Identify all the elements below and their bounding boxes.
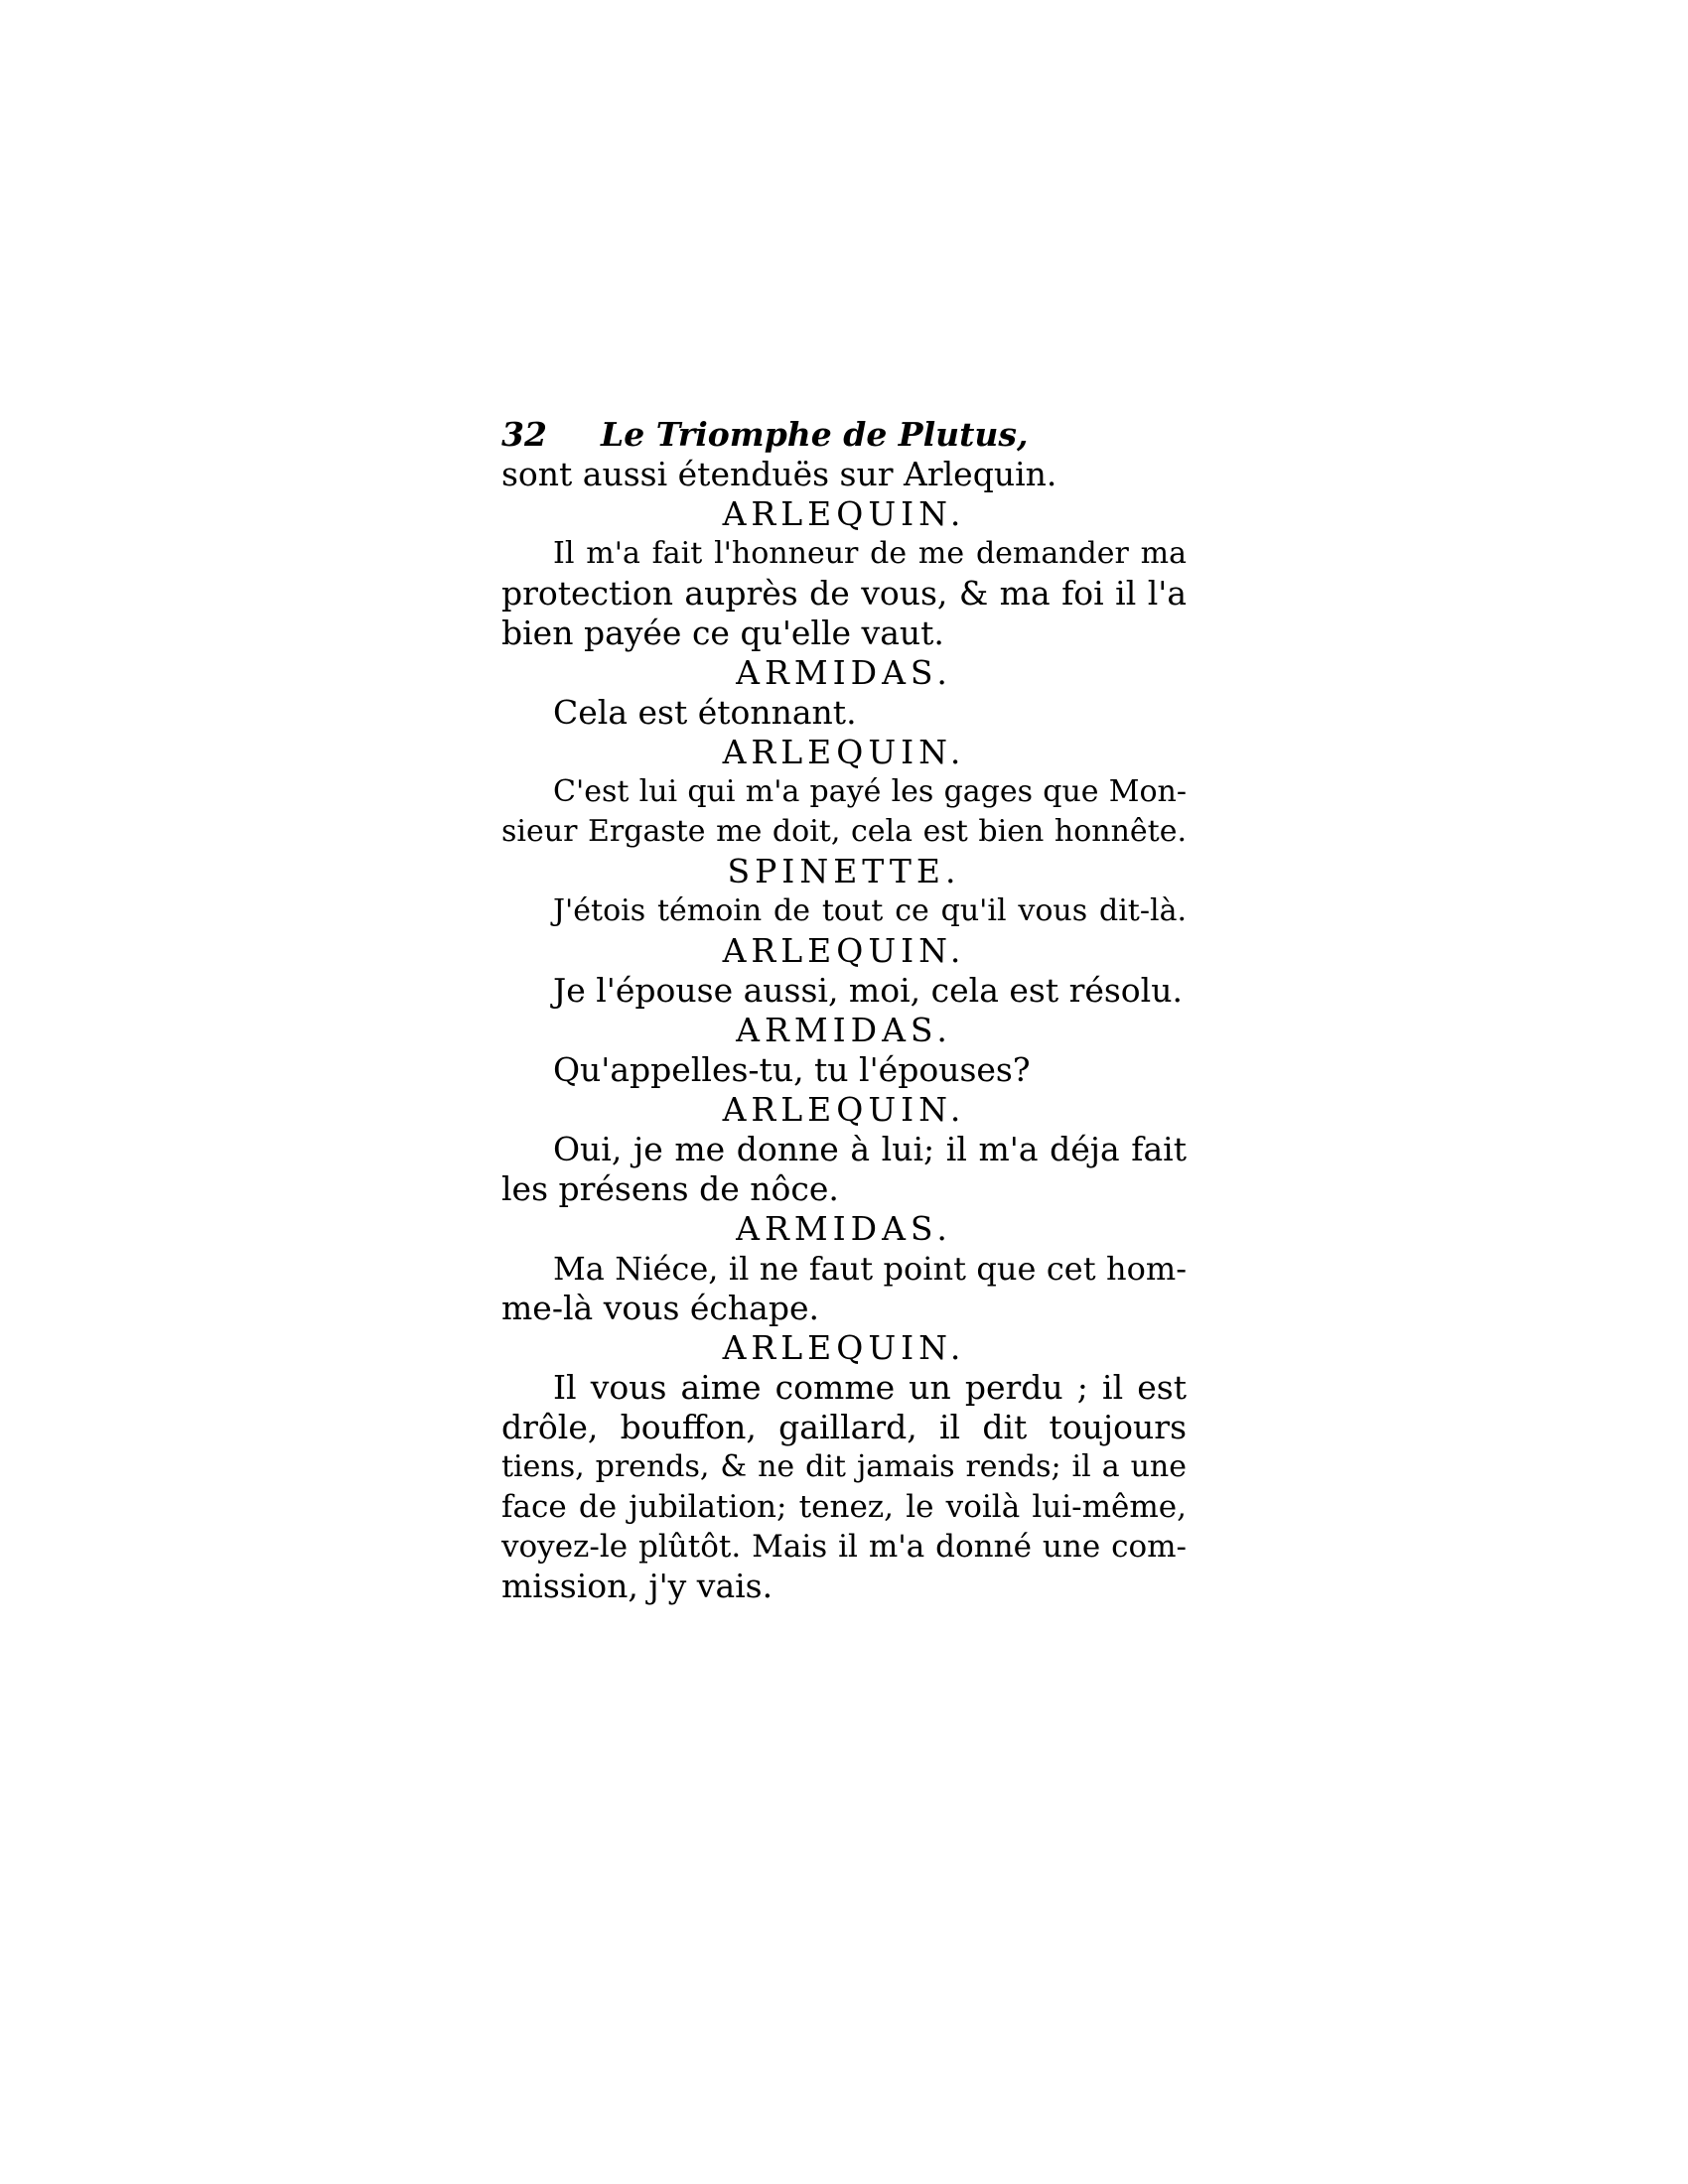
text-line: Il m'a fait l'honneur de me demander ma (553, 536, 1187, 571)
text-line: Il vous aime comme un perdu ; il est (553, 1368, 1187, 1407)
text-line: les présens de nôce. (501, 1169, 839, 1208)
text-line: mission, j'y vais. (501, 1567, 774, 1605)
text-line: voyez-le plûtôt. Mais il m'a donné une com- (501, 1529, 1187, 1565)
page-text-block (501, 415, 1187, 1606)
text-line: sieur Ergaste me doit, cela est bien honnête. (501, 814, 1187, 849)
speaker-name: ARMIDAS. (736, 1011, 952, 1049)
text-line: face de jubilation; tenez, le voilà lui-même, (501, 1489, 1187, 1525)
speaker-name: ARMIDAS. (736, 653, 952, 692)
text-line: protection auprès de vous, & ma foi il l'a (501, 574, 1187, 613)
speaker-name: ARLEQUIN. (722, 494, 966, 533)
text-line: Je l'épouse aussi, moi, cela est résolu. (553, 971, 1183, 1010)
text-line: tiens, prends, & ne dit jamais rends; il a une (501, 1449, 1187, 1484)
speaker-name: ARLEQUIN. (722, 733, 966, 771)
speaker-name: SPINETTE. (727, 852, 961, 890)
text-line: bien payée ce qu'elle vaut. (501, 614, 944, 652)
speaker-name: ARLEQUIN. (722, 931, 966, 970)
running-head (501, 415, 1187, 455)
text-line: Qu'appelles-tu, tu l'épouses? (553, 1050, 1031, 1089)
text-line: C'est lui qui m'a payé les gages que Mon- (553, 774, 1187, 809)
text-line: Oui, je me donne à lui; il m'a déja fait (553, 1130, 1187, 1168)
speaker-name: ARMIDAS. (736, 1209, 952, 1248)
text-line: Ma Niéce, il ne faut point que cet hom- (553, 1250, 1187, 1288)
text-line: J'étois témoin de tout ce qu'il vous dit-là. (553, 893, 1187, 928)
page-number: 32 (501, 415, 547, 454)
text-line: drôle, bouffon, gaillard, il dit toujours (501, 1408, 1187, 1446)
speaker-name: ARLEQUIN. (722, 1328, 966, 1367)
running-title: Le Triomphe de Plutus, (601, 415, 1029, 454)
text-line: Cela est étonnant. (553, 693, 857, 732)
text-line: sont aussi étenduës sur Arlequin. (501, 455, 1057, 493)
text-line: me-là vous échape. (501, 1289, 819, 1327)
speaker-name: ARLEQUIN. (722, 1090, 966, 1129)
